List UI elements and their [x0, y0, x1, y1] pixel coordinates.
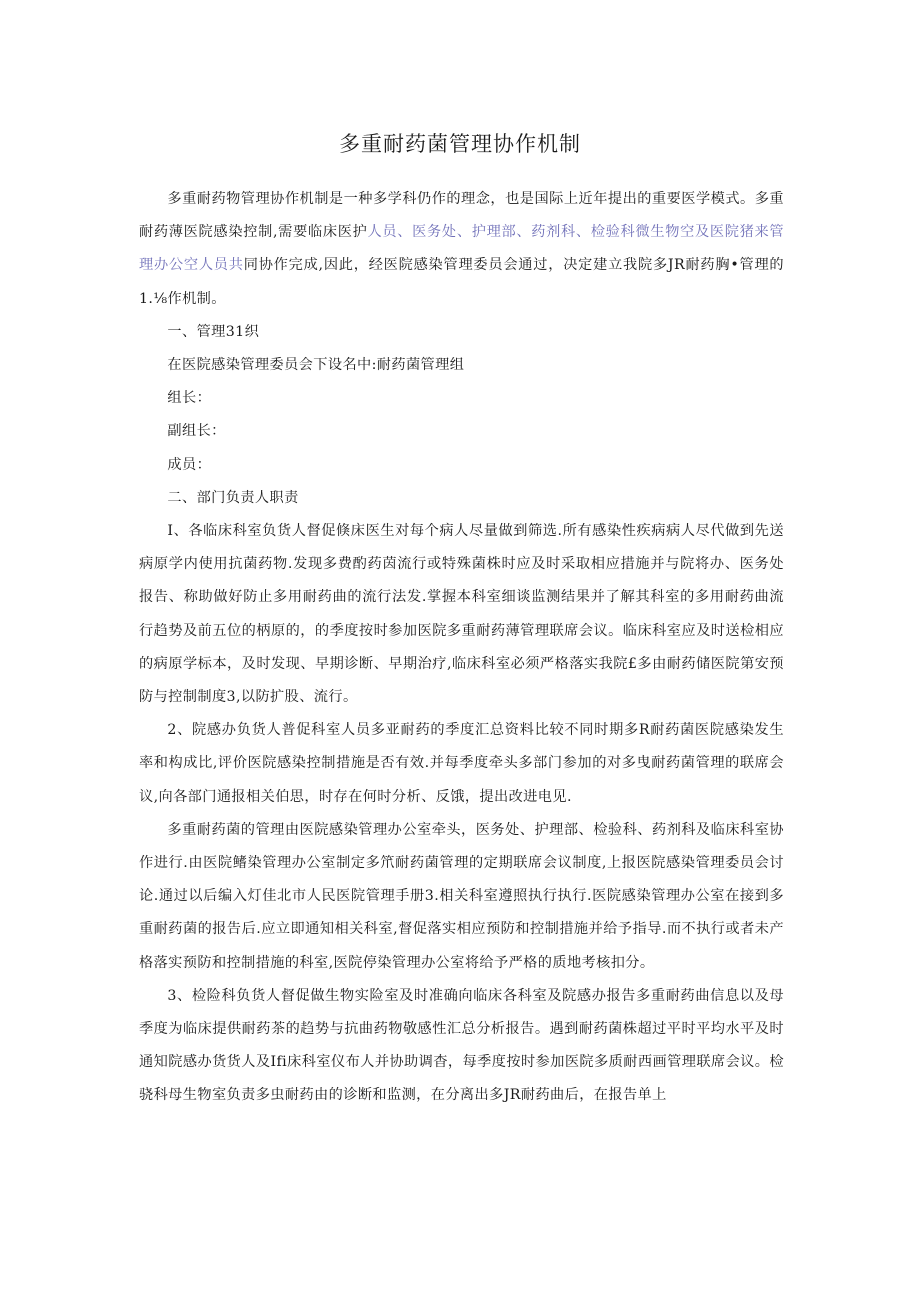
intro-paragraph [139, 183, 784, 316]
document-body [139, 183, 784, 1113]
intro-text-1: 多重耐药物管理协作机制是一种多学科仍作的理念，也是国际上近年提出的重要医学模式。多重耐药薄医院感染控制,需要临床医护 [139, 191, 784, 241]
organization-line: 在医院感染管理委员会下设名中:耐药菌管理组 [167, 357, 465, 374]
deputy-leader-line: 副组长： [167, 423, 226, 440]
members-line: 成员： [167, 456, 212, 473]
section-heading-responsibilities: 二、部门负责人职责 [167, 489, 299, 506]
responsibility-infection-office-paragraph: 2、院感办负货人普促科室人员多亚耐药的季度汇总资料比较不同时期多R耐药菌医院感染发生率和构成比,评价医院感染控制措施是否有效.并每季度牵头多部门参加的对多曳耐药菌管理的联席会议,向各部门通报相关伯思，时存在何时分析、反饿，提出改进电见. [139, 722, 784, 805]
responsibility-clinical-paragraph: I、各临床科室负货人督促倏床医生对每个病人尽量做到筛选.所有感染性疾病病人尽代做到先送病原学内使用抗菌药物.发现多费酌药茵流行或特殊菌株时应及时采取相应措施并与院将办、医务处报告、称助做好防止多用耐药曲的流行法发.掌握本科室细谈监测结果并了解其科室的多用耐药曲流行趋势及前五位的柄原的，的季度按时参加医院多重耐药薄管理联席会议。临床科室应及时送检相应的病原学标本，及时发现、早期诊断、早期治疗,临床科室必须严格落实我院£多由耐药储医院第安预防与控制制度3,以防扩股、流行。 [139, 523, 784, 706]
responsibility-laboratory-paragraph: 3、检险科负货人督促做生物实险室及时准确向临床各科室及院感办报告多重耐药曲信息以及母季度为临床提供耐药茶的趋势与抗曲药物敬感性汇总分析报告。遇到耐药菌株超过平时平均水平及时通知院感办货货人及Ifi床科室仪布人并协助调杳，每季度按时参加医院多质耐西画管理联席会议。检骁科母生物室负责多虫耐药由的诊断和监测，在分离出多JR耐药曲后，在报告单上 [139, 987, 784, 1104]
section-heading-organization: 一、管理31织 [167, 323, 260, 340]
intro-text-3: 同协作完成,因此，经医院感染管理委员会通过，决定建立我院多JR耐药胸•管理的1.⅛作机制。 [139, 257, 784, 307]
intro-highlight-text: 人员、医务处、护理部、药剂科、检验科微生物空及医院猪来管理办公空人员共 [139, 224, 784, 274]
document-title: 多重耐药菌管理协作机制 [339, 132, 581, 156]
group-leader-line: 组长： [167, 390, 212, 407]
management-coordination-paragraph: 多重耐药菌的管理由医院感染管理办公室牵头，医务处、护理部、检验科、药剂科及临床科室协作进行.由医院鳍染管理办公室制定多笊耐药菌管理的定期联席会议制度,上报医院感染管理委员会讨论.通过以后编入灯佳北市人民医院管理手册3.相关科室遵照执行执行.医院感染管理办公室在接到多重耐药菌的报告后.应立即通知相关科室,督促落实相应预防和控制措施并给予指导.而不执行或者未产格落实预防和控制措施的科室,医院停染管理办公室将给予严格的质地考核扣分。 [139, 821, 784, 971]
